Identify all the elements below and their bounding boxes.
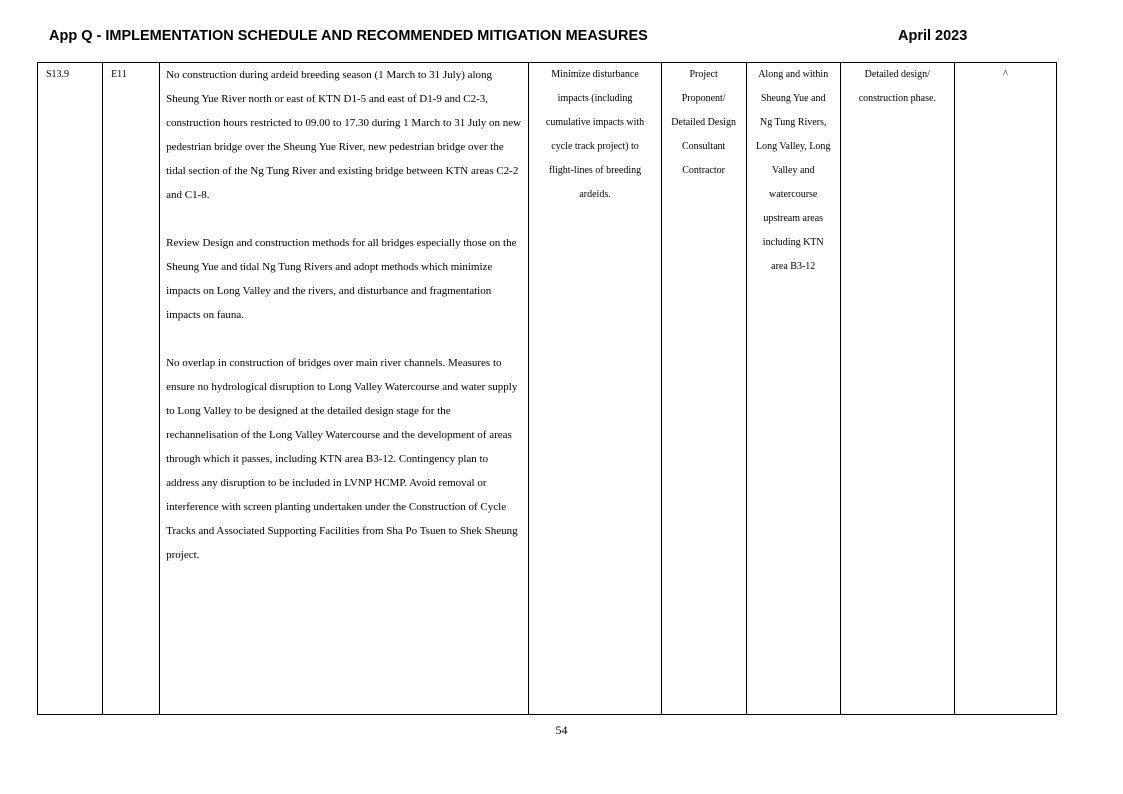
location-line: including KTN — [762, 237, 824, 248]
table-row — [38, 63, 1057, 715]
measure-paragraph: No overlap in construction of bridges over main river channels. Measures to ensure no hydrological disruption to Long Valley Watercourse and water supply to Long Valley to be designed at the detailed design stage for the rechannelisation of the Long Valley Watercourse and the development of areas through which it passes, including KTN area B3-12. Contingency plan to address any disruption to be included in LVNP HCMP. Avoid removal or interference with screen planting undertaken under the Construction of Cycle Tracks and Associated Supporting Facilities from Sha Po Tsuen to Shek Sheung project. — [166, 357, 518, 561]
objective-cell — [529, 63, 661, 715]
agent-line: Contractor — [682, 165, 726, 176]
timing-line: construction phase. — [858, 93, 936, 104]
measure-paragraph: Review Design and construction methods for all bridges especially those on the Sheung Yue and tidal Ng Tung Rivers and adopt methods which minimize impacts on Long Valley and the rivers, and disturbance and fragmentation impacts on fauna. — [166, 237, 517, 321]
measure-paragraph: No construction during ardeid breeding season (1 March to 31 July) along Sheung Yue River north or east of KTN D1-5 and east of D1-9 and C2-3, construction hours restricted to 09.00 to 17.30 during 1 March to 31 July on new pedestrian bridge over the Sheung Yue River, new pedestrian bridge over the tidal section of the Ng Tung River and existing bridge between KTN areas C2-2 and C1-8. — [166, 69, 522, 201]
agent-line: Consultant — [681, 141, 726, 152]
objective-line: flight-lines of breeding — [548, 165, 642, 176]
eia-ref-cell: S13.9 — [38, 63, 103, 715]
objective-line: Minimize disturbance — [551, 69, 639, 80]
location-line: Long Valley, Long — [755, 141, 831, 152]
location-line: watercourse — [769, 189, 818, 200]
objective-line: cumulative impacts with — [545, 117, 645, 128]
em-ref-cell: E11 — [103, 63, 160, 715]
implementation-agent-cell — [661, 63, 746, 715]
timing-line: Detailed design/ — [864, 69, 930, 80]
location-line: Valley and — [771, 165, 815, 176]
location-line: Sheung Yue and — [760, 93, 826, 104]
agent-line: Detailed Design — [671, 117, 736, 128]
location-cell — [746, 63, 840, 715]
objective-line: cycle track project) to — [551, 141, 639, 152]
agent-line: Proponent/ — [681, 93, 726, 104]
status-cell — [954, 63, 1056, 715]
location-line: Along and within — [758, 69, 829, 80]
location-line: Ng Tung Rivers, — [760, 117, 827, 128]
mitigation-measures-cell — [160, 63, 529, 715]
page-number: 54 — [555, 723, 568, 737]
timing-cell — [840, 63, 954, 715]
location-line: upstream areas — [763, 213, 824, 224]
location-line: area B3-12 — [771, 261, 816, 272]
objective-line: impacts (including — [557, 93, 633, 104]
status-mark: ^ — [1003, 69, 1008, 80]
implementation-schedule-table — [37, 62, 1057, 715]
page-date: April 2023 — [898, 28, 968, 44]
page-title: App Q - IMPLEMENTATION SCHEDULE AND RECOMMENDED MITIGATION MEASURES — [49, 28, 648, 44]
agent-line: Project — [689, 69, 718, 80]
objective-line: ardeids. — [579, 189, 611, 200]
